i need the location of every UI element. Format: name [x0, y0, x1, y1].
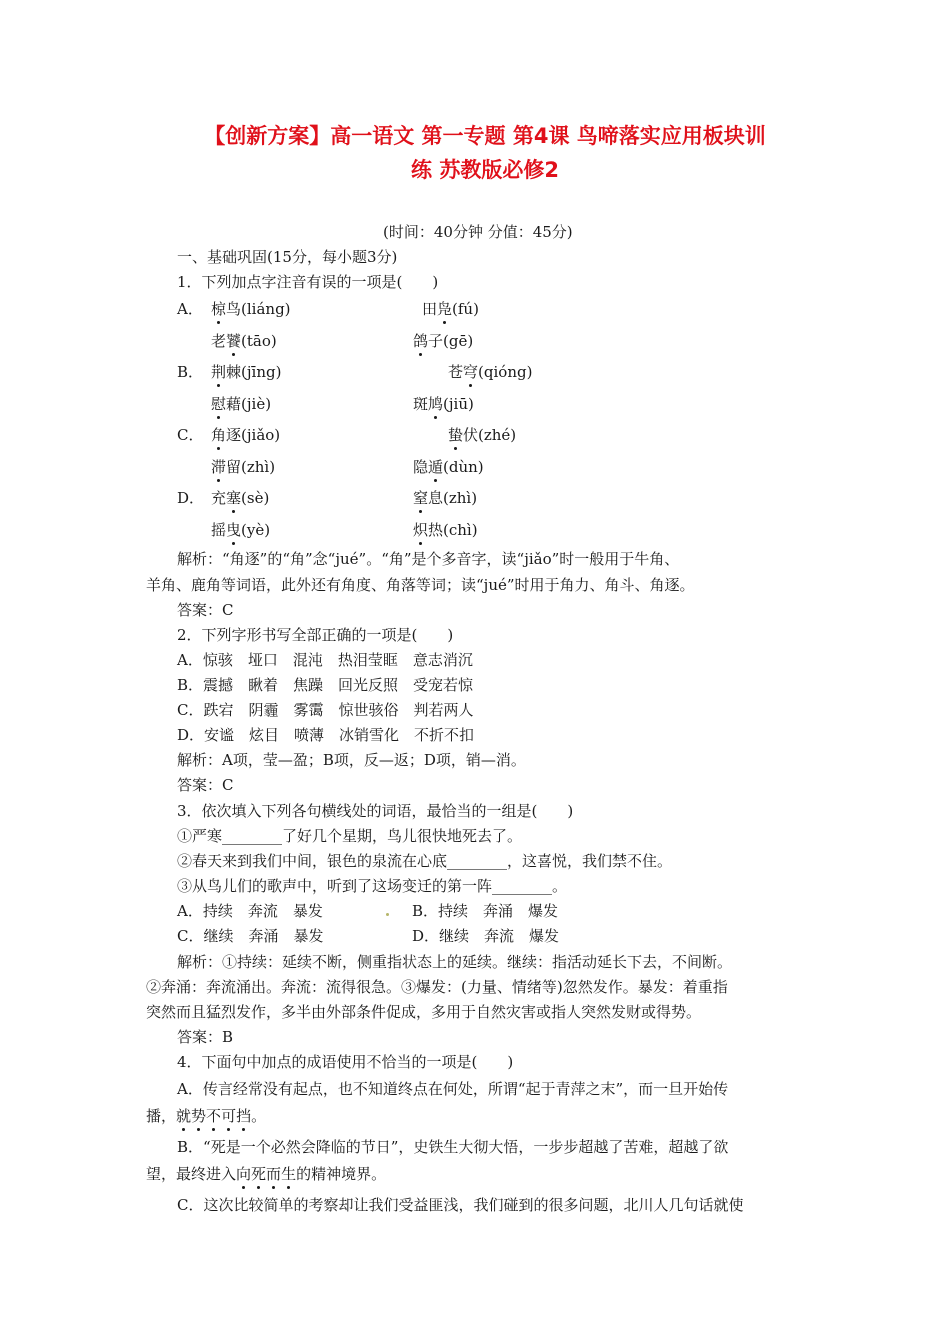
q1-option-word [413, 330, 473, 351]
dotted-character: 挡 [236, 1107, 252, 1125]
q1-option-word [422, 298, 479, 319]
word-part: 逐(jiǎo) [226, 426, 281, 444]
q1-option-label: D． [177, 489, 205, 507]
q1-analysis-line2: 羊角、鹿角等词语，此外还有角度、角落等词；读“jué”时用于角力、角斗、角逐。 [146, 576, 695, 594]
q4-option-c-line1: C．这次比较简单的考察却让我们受益匪浅，我们碰到的很多问题，北川人几句话就使 [177, 1196, 744, 1214]
word-part: 棘(jīng) [226, 363, 282, 381]
q4-option-a-line1: A．传言经常没有起点，也不知道终点在何处，所谓“起于青萍之末”，而一旦开始传 [177, 1080, 729, 1098]
q3-analysis-line3: 突然而且猛烈发作，多半由外部条件促成，多用于自然灾害或指人突然发财或得势。 [146, 1003, 702, 1021]
q3-sentence-3: ③从鸟儿们的歌声中，听到了这场变迁的第一阵________。 [177, 877, 568, 895]
q3-analysis-line2: ②奔涌：奔流涌出。奔流：流得很急。③爆发：(力量、情绪等)忽然发作。暴发：着重指 [146, 978, 728, 996]
q4-stem: 4．下面句中加点的成语使用不恰当的一项是( ) [177, 1053, 514, 1071]
q2-analysis: 解析：A项，莹—盈；B项，反—返；D项，销—消。 [177, 751, 526, 769]
dotted-character: 死 [251, 1165, 267, 1183]
dotted-character: 饕 [226, 332, 242, 350]
q3-sentence-2: ②春天来到我们中间，银色的泉流在心底________，这喜悦，我们禁不住。 [177, 852, 673, 870]
word-part: 充 [211, 489, 227, 507]
word-part: 息(zhì) [428, 489, 478, 507]
dotted-character: 势 [191, 1107, 207, 1125]
q1-option-word [413, 519, 478, 540]
dotted-character: 窒 [413, 489, 429, 507]
q4-a-text-end: 。 [251, 1107, 267, 1125]
q2-option-a: A．惊骇 垭口 混沌 热泪莹眶 意志消沉 [177, 651, 473, 669]
section-heading: 一、基础巩固(15分，每小题3分) [177, 248, 398, 266]
word-part: 留(zhì) [226, 458, 276, 476]
q4-a-dotted-idiom [176, 1107, 251, 1125]
q1-option-word [211, 487, 269, 508]
time-score-info: (时间：40分钟 分值：45分) [383, 223, 573, 241]
q3-stem: 3．依次填入下列各句横线处的词语，最恰当的一组是( ) [177, 802, 574, 820]
dotted-character: 荆 [211, 363, 227, 381]
dotted-character: 鸠 [428, 395, 444, 413]
dotted-character: 穹 [463, 363, 479, 381]
dotted-character: 椋 [211, 300, 227, 318]
word-part: (tāo) [241, 332, 277, 350]
q1-option-label: A． [177, 300, 203, 318]
dotted-character: 遁 [428, 458, 444, 476]
q1-option-word [211, 519, 270, 540]
q4-b-text: 望，最终进入 [146, 1165, 237, 1183]
word-part: 热(chì) [428, 521, 478, 539]
q1-option-label: C． [177, 426, 204, 444]
dotted-character: 炽 [413, 521, 429, 539]
q1-stem: 1．下列加点字注音有误的一项是( ) [177, 273, 439, 291]
dotted-character: 塞 [226, 489, 242, 507]
q4-option-b-line2 [146, 1164, 386, 1184]
q3-answer: 答案：B [177, 1028, 234, 1046]
q3-option-d: D．继续 奔流 爆发 [412, 927, 560, 945]
q4-option-a-line2 [146, 1106, 266, 1126]
dotted-character: 角 [211, 426, 227, 444]
q4-a-text: 播， [146, 1107, 177, 1125]
word-part: 苍 [448, 363, 464, 381]
q4-option-b-line1: B．“死是一个必然会降临的节日”，史铁生大彻大悟，一步步超越了苦难，超越了欲 [177, 1138, 729, 1156]
word-part: (qióng) [478, 363, 533, 381]
q3-option-c: C．继续 奔涌 暴发 [177, 927, 324, 945]
scan-speck [386, 913, 389, 916]
dotted-character: 而 [266, 1165, 282, 1183]
word-part: 伏(zhé) [463, 426, 517, 444]
q1-option-word [211, 456, 275, 477]
q1-option-word [448, 424, 516, 445]
word-part: 子(gē) [428, 332, 474, 350]
q1-option-word [211, 393, 271, 414]
dotted-character: 不 [206, 1107, 222, 1125]
q3-option-b: B．持续 奔涌 爆发 [412, 902, 559, 920]
word-part: (yè) [241, 521, 271, 539]
dotted-character: 鸽 [413, 332, 429, 350]
q1-option-word [211, 298, 291, 319]
dotted-character: 慰 [211, 395, 227, 413]
q3-option-a: A．持续 奔流 暴发 [177, 902, 323, 920]
word-part: 摇 [211, 521, 227, 539]
q4-b-dotted-idiom [236, 1165, 296, 1183]
word-part: 藉(jiè) [226, 395, 272, 413]
q1-option-word [448, 361, 532, 382]
document-title-line1: 【创新方案】高一语文 第一专题 第4课 鸟啼落实应用板块训 [204, 124, 766, 148]
q2-stem: 2．下列字形书写全部正确的一项是( ) [177, 626, 454, 644]
q2-option-c: C．跌宕 阴霾 雾霭 惊世骇俗 判若两人 [177, 701, 474, 719]
q3-analysis-line1: 解析：①持续：延续不断，侧重指状态上的延续。继续：指活动延长下去，不间断。 [177, 953, 733, 971]
q1-option-word [211, 330, 277, 351]
dotted-character: 生 [281, 1165, 297, 1183]
dotted-character: 向 [236, 1165, 252, 1183]
dotted-character: 蛰 [448, 426, 464, 444]
q2-option-b: B．震撼 瞅着 焦躁 回光反照 受宠若惊 [177, 676, 474, 694]
q1-option-word [413, 487, 477, 508]
dotted-character: 凫 [437, 300, 453, 318]
dotted-character: 曳 [226, 521, 242, 539]
word-part: 鸟(liáng) [226, 300, 291, 318]
word-part: (fú) [452, 300, 479, 318]
word-part: (jiū) [443, 395, 474, 413]
word-part: 田 [422, 300, 438, 318]
q1-option-label: B． [177, 363, 204, 381]
dotted-character: 可 [221, 1107, 237, 1125]
q3-sentence-1: ①严寒________了好几个星期，鸟儿很快地死去了。 [177, 827, 523, 845]
q1-answer: 答案：C [177, 601, 234, 619]
q2-option-d: D．安谧 炫目 喷薄 冰销雪化 不折不扣 [177, 726, 475, 744]
q1-option-word [211, 424, 280, 445]
word-part: 斑 [413, 395, 429, 413]
dotted-character: 就 [176, 1107, 192, 1125]
q2-answer: 答案：C [177, 776, 234, 794]
q4-b-text-end: 的精神境界。 [296, 1165, 387, 1183]
word-part: 隐 [413, 458, 429, 476]
word-part: 老 [211, 332, 227, 350]
q1-option-word [413, 456, 484, 477]
dotted-character: 滞 [211, 458, 227, 476]
q1-option-word [413, 393, 474, 414]
word-part: (dùn) [443, 458, 484, 476]
q1-option-word [211, 361, 281, 382]
word-part: (sè) [241, 489, 270, 507]
q1-analysis-line1: 解析：“角逐”的“角”念“jué”。“角”是个多音字，读“jiǎo”时一般用于牛角、 [177, 550, 680, 568]
document-title-line2: 练 苏教版必修2 [411, 158, 559, 182]
